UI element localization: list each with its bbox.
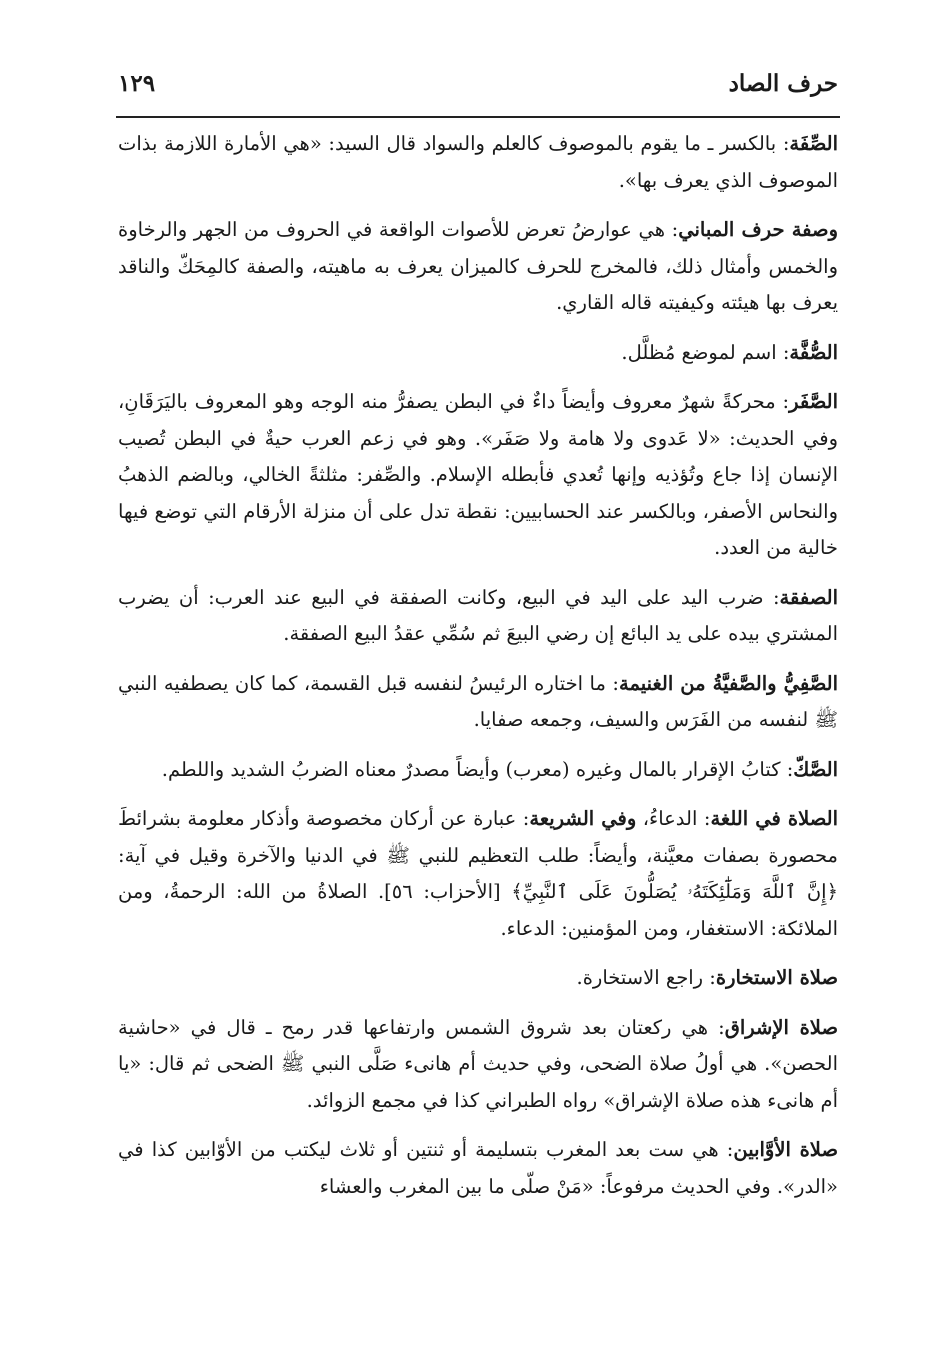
header-rule <box>116 116 840 118</box>
entry-text: : كتابُ الإقرار بالمال وغيره (معرب) وأيضاً مصدرٌ معناه الضربُ الشديد واللطم. <box>161 757 794 781</box>
entry-term: الصلاة في اللغة <box>710 807 838 830</box>
entry-text: : بالكسر ـ ما يقوم بالموصوف كالعلم والسواد قال السيد: «هي الأمارة اللازمة بذات الموصوف الذي يعرف بها». <box>118 132 838 192</box>
entry-term: صلاة الاستخارة <box>715 966 838 989</box>
entry-term: الصَّكّ <box>793 757 838 781</box>
entry-sakk <box>118 752 838 789</box>
entry-term: صلاة الأوَّابين <box>733 1138 838 1161</box>
entry-term: صلاة الإشراق <box>724 1015 838 1039</box>
entry-salat <box>118 801 838 947</box>
entry-term: وصفة حرف المباني <box>678 218 838 241</box>
entry-subtext: : عبارة عن أركان مخصوصة وأذكار معلومة بشرائطَ محصورة بصفات معيَّنة، وأيضاً: طلب التعظيم للنبي ﷺ في الدنيا والآخرة وقيل في آية: ﴿إِنَّ ٱللَّهَ وَمَلَٰٓئِكَتَهُۥ يُصَلُّونَ عَلَى ٱلنَّبِيِّ﴾ [الأحزاب: ٥٦]. الصلاةُ من الله: الرحمةُ، ومن الملائكة: الاستغفار، ومن المؤمنين: الدعاء. <box>118 807 838 940</box>
entry-term: الصِّفَة <box>789 132 838 155</box>
page-body <box>118 126 838 1218</box>
entry-text: : اسم لموضع مُظلَّل. <box>621 340 790 364</box>
entry-sifa <box>118 126 838 199</box>
entry-term: الصَّفَر <box>789 390 838 413</box>
running-title: حرف الصاد <box>728 70 838 97</box>
entry-text: : محركةً شهرٌ معروف وأيضاً داءٌ في البطن يصفرُّ منه الوجه وهو المعروف باليَرَقَانِ، وفي الحديث: «لا عَدوى ولا هامة ولا صَفَر». وهو في زعم العرب حيةٌ في البطن تُصيب الإنسان إذا جاع وتُؤذيه وإنها تُعدي فأبطله الإسلام. والصِّفر: مثلثةً الخالي، وبالضم الذهبُ والنحاس الأصفر، وبالكسر عند الحسابيين: نقطة تدل على أن منزلة الأرقام التي توضع فيها خالية من العدد. <box>118 390 838 559</box>
entry-text: : هي ركعتان بعد شروق الشمس وارتفاعها قدر رمح ـ قال في «حاشية الحصن». هي أولُ صلاة الضحى، وفي حديث أم هانىء صَلَّى النبي ﷺ الضحى ثم قال: «يا أم هانىء هذه صلاة الإشراق» رواه الطبراني كذا في مجمع الزوائد. <box>118 1015 838 1112</box>
entry-salat-alistikhara <box>118 960 838 997</box>
entry-text: : ضرب اليد على اليد في البيع، وكانت الصفقة في البيع عند العرب: أن يضرب المشتري بيده على يد البائع إن رضي البيعَ ثم سُمِّي عقدُ البيع الصفقة. <box>118 585 838 645</box>
entry-text: : ما اختاره الرئيسُ لنفسه قبل القسمة، كما كان يصطفيه النبي ﷺ لنفسه من الفَرَس والسيف، وجمعه صفايا. <box>118 671 838 731</box>
entry-term: الصفقة <box>779 585 838 609</box>
entry-salat-alishraq <box>118 1010 838 1120</box>
entry-text: : هي ست بعد المغرب بتسليمة أو ثنتين أو ثلاث ليكتب من الأوّابين كذا في «الدر». وفي الحديث مرفوعاً: «مَنْ صلّى ما بين المغرب والعشاء <box>118 1138 838 1198</box>
entry-term: الصُّفَّة <box>789 340 838 364</box>
entry-safqa <box>118 580 838 653</box>
page-number: ١٢٩ <box>118 70 156 97</box>
entry-safar <box>118 384 838 567</box>
entry-text: : الدعاءُ، <box>636 807 711 830</box>
entry-suffa <box>118 335 838 372</box>
entry-safi <box>118 666 838 739</box>
entry-text: : راجع الاستخارة. <box>576 966 716 989</box>
entry-subterm: وفي الشريعة <box>529 807 637 830</box>
entry-text: : هي عوارضُ تعرض للأصوات الواقعة في الحروف من الجهر والرخاوة والخمس وأمثال ذلك، فالمخرج للحرف كالميزان يعرف به ماهيته، والصفة كالمِحَكّ والناقد يعرف بها هيئته وكيفيته قاله القاري. <box>118 218 838 314</box>
page-header <box>118 66 838 106</box>
entry-salat-alawwabin <box>118 1132 838 1205</box>
entry-term: الصَّفِيُّ والصَّفيَّةُ من الغنيمة <box>618 671 838 695</box>
entry-sifat-harf-almabani <box>118 212 838 322</box>
